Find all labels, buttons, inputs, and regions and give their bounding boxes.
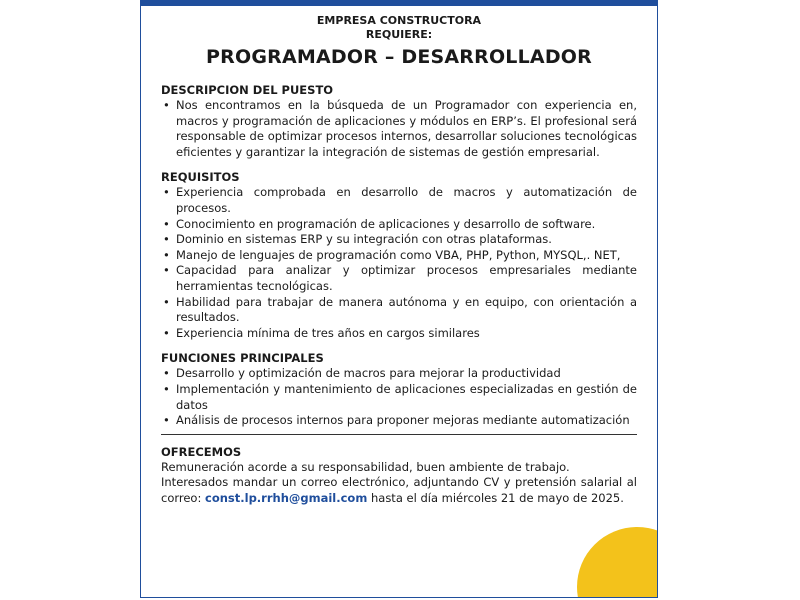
- list-item: • Dominio en sistemas ERP y su integración con otras plataformas.: [163, 232, 552, 247]
- posting-content: [161, 14, 637, 506]
- description-list: [161, 98, 637, 160]
- list-item: • Conocimiento en programación de aplicaciones y desarrollo de software.: [163, 216, 596, 231]
- requirements-heading: REQUISITOS: [161, 170, 240, 185]
- bullet-icon: •: [163, 263, 170, 278]
- bullet-icon: •: [163, 216, 170, 231]
- offer-heading: OFRECEMOS: [161, 444, 242, 459]
- bullet-icon: •: [163, 381, 170, 396]
- list-item: • Experiencia mínima de tres años en cargos similares: [163, 325, 480, 340]
- bullet-icon: •: [163, 247, 170, 262]
- job-title: PROGRAMADOR – DESARROLLADOR: [206, 46, 592, 68]
- list-item: • Nos encontramos en la búsqueda de un Programador con experiencia en, macros y programación de aplicaciones y módulos en ERP’s. El profesional será responsable de optimizar procesos internos, desarrollar soluciones tecnológicas eficientes y garantizar la integración de sistemas de gestión empresarial.: [163, 98, 637, 159]
- bullet-icon: •: [163, 98, 170, 112]
- requirements-list: [161, 185, 637, 341]
- contact-email-link[interactable]: const.lp.rrhh@gmail.com: [205, 490, 368, 505]
- list-item: • Habilidad para trabajar de manera autónoma y en equipo, con orientación a resultados.: [163, 294, 637, 325]
- company-name: EMPRESA CONSTRUCTORA: [316, 14, 482, 27]
- bullet-icon: •: [163, 294, 170, 309]
- list-item: • Análisis de procesos internos para proponer mejoras mediante automatización: [163, 413, 630, 428]
- section-divider: [161, 434, 637, 435]
- job-posting-card: [140, 0, 658, 598]
- list-item: • Implementación y mantenimiento de aplicaciones especializadas en gestión de datos: [163, 381, 637, 412]
- corner-decoration: [577, 527, 658, 598]
- bullet-icon: •: [163, 185, 170, 200]
- list-item: • Desarrollo y optimización de macros para mejorar la productividad: [163, 366, 561, 381]
- bullet-icon: •: [163, 325, 170, 340]
- functions-heading: FUNCIONES PRINCIPALES: [161, 351, 324, 366]
- description-heading: DESCRIPCION DEL PUESTO: [161, 83, 334, 97]
- top-accent-bar: [141, 0, 657, 6]
- bullet-icon: •: [163, 232, 170, 247]
- functions-list: [161, 366, 637, 428]
- list-item: • Capacidad para analizar y optimizar procesos empresariales mediante herramientas tecnológicas.: [163, 263, 637, 293]
- application-instructions: Interesados mandar un correo electrónico, adjuntando CV y pretensión salarial al correo: const.lp.rrhh@gmail.com hasta el día miércoles 21 de mayo de 2025.: [161, 475, 637, 505]
- bullet-icon: •: [163, 366, 170, 381]
- list-item: • Manejo de lenguajes de programación como VBA, PHP, Python, MYSQL,. NET,: [163, 247, 621, 262]
- list-item: • Experiencia comprobada en desarrollo de macros y automatización de procesos.: [163, 185, 637, 215]
- requires-label: REQUIERE:: [365, 28, 433, 41]
- bullet-icon: •: [163, 413, 170, 428]
- offer-line: Remuneración acorde a su responsabilidad, buen ambiente de trabajo.: [161, 459, 570, 474]
